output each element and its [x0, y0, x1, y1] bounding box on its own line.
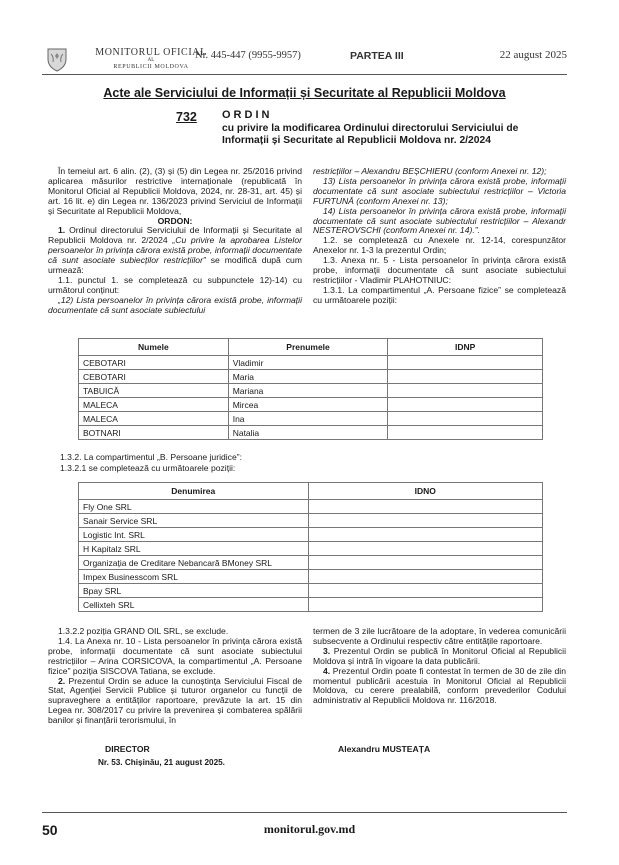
- table-cell: Mariana: [228, 384, 388, 398]
- issue-date: 22 august 2025: [499, 49, 567, 61]
- table-row: [79, 412, 543, 426]
- table-cell: [388, 384, 543, 398]
- paragraph: „12) Lista persoanelor în privința cărora există probe, informații documentate că sunt asociate subiectului: [48, 294, 302, 315]
- column-header: Denumirea: [79, 483, 309, 500]
- table-row: [79, 426, 543, 440]
- table-row: [79, 528, 543, 542]
- footer-divider: [42, 812, 567, 813]
- footer-site: monitorul.gov.md: [263, 822, 356, 836]
- paragraph: 1.4. La Anexa nr. 10 - Lista persoanelor în privința cărora există probe, informații documentate că sunt asociate subiectului restricțiilor – Arina CORSICOVA, la compartimentul „A. Persoane fizice” poziția SISCOVA Tatiana, se exclude.: [48, 635, 302, 676]
- table-cell: Maria: [228, 370, 388, 384]
- item-number: 1.: [58, 225, 66, 236]
- column-header: Prenumele: [228, 339, 388, 356]
- text-span: Prezentul Ordin se aduce la cunoștința Serviciului Fiscal de Stat, Agenției Servicii Publice și tuturor organelor cu funcții de supraveghere a entităților raportoare, prevăzute la art. 15 din Legea nr. 308/2017 cu privire la prevenirea și combaterea spălării banilor și finanțării terorismului, în: [48, 675, 302, 726]
- paragraph: 1.3.2.2 poziția GRAND OIL SRL, se exclude.: [58, 626, 229, 636]
- column-header: IDNP: [388, 339, 543, 356]
- item-number: 3.: [323, 645, 331, 656]
- table-row: [79, 542, 543, 556]
- signature-role: DIRECTOR: [105, 744, 150, 754]
- act-title: cu privire la modificarea Ordinului directorului Serviciului de Informații și Securitate al Republicii Moldova nr. 2/2024: [222, 123, 519, 146]
- table-cell: Bpay SRL: [79, 584, 309, 598]
- ordon-heading: ORDON:: [157, 215, 193, 226]
- table-cell: [388, 370, 543, 384]
- table-row: [79, 370, 543, 384]
- table-cell: Natalia: [228, 426, 388, 440]
- body-column-bottom-left: [48, 627, 302, 726]
- table-cell: CEBOTARI: [79, 370, 229, 384]
- table-cell: MALECA: [79, 412, 229, 426]
- paragraph: 1.3.1. La compartimentul „A. Persoane fizice” se completează cu următoarele poziții:: [313, 284, 566, 305]
- table-cell: Organizația de Creditare Nebancară BMoney SRL: [79, 556, 309, 570]
- paragraph: restricțiilor – Alexandru BEȘCHIERU (conform Anexei nr. 12);: [313, 166, 547, 176]
- table-cell: [388, 398, 543, 412]
- paragraph: [48, 226, 302, 276]
- text-span: Prezentul Ordin poate fi contestat în termen de 30 de zile din momentul publicării acestuia în Monitorul Oficial al Republicii Moldova, cu cerere prealabilă, conform prevederilor Codului administrativ al Republicii Moldova nr. 116/2018.: [313, 665, 566, 706]
- table-cell: TABUICĂ: [79, 384, 229, 398]
- table-row: [79, 356, 543, 370]
- masthead-al: AL: [147, 58, 155, 63]
- table-row: [79, 556, 543, 570]
- paragraph: [48, 677, 302, 727]
- text-span: Ordinul directorului Serviciului de Informații și Securitate al Republicii Moldova nr. 2/2024: [48, 225, 302, 246]
- table-cell: [308, 584, 542, 598]
- paragraph: [313, 667, 566, 707]
- table-cell: CEBOTARI: [79, 356, 229, 370]
- table-row: [79, 598, 543, 612]
- table-cell: [308, 528, 542, 542]
- table-cell: [308, 598, 542, 612]
- page-header: [42, 44, 567, 82]
- table-cell: Mircea: [228, 398, 388, 412]
- table-cell: Ina: [228, 412, 388, 426]
- place-date: Nr. 53. Chișinău, 21 august 2025.: [98, 758, 225, 767]
- masthead-subtitle: REPUBLICII MOLDOVA: [113, 64, 189, 70]
- column-header: IDNO: [308, 483, 542, 500]
- part-label: PARTEA III: [350, 50, 404, 62]
- paragraph: În temeiul art. 6 alin. (2), (3) și (5) din Legea nr. 25/2016 privind aplicarea măsurilor restrictive internaționale (republicată în Monitorul Oficial al Republicii Moldova, 2024, nr. 28-31, art. 45) și art. 16 lit. e) din Legea nr. 136/2023 privind Serviciul de Informații și Securitate al Republicii Moldova,: [48, 166, 302, 216]
- subsection-line: 1.3.2. La compartimentul „B. Persoane juridice”:: [60, 452, 242, 462]
- table-cell: [308, 556, 542, 570]
- table-cell: [388, 412, 543, 426]
- table-cell: H Kapitalz SRL: [79, 542, 309, 556]
- paragraph: 1.3. Anexa nr. 5 - Lista persoanelor în privința cărora există probe, informații documentate că sunt asociate subiectului restricțiilor - Vladimir PLAHOTNIUC:: [313, 255, 566, 285]
- table-cell: Fly One SRL: [79, 500, 309, 514]
- text-span: se modifică după cum urmează:: [48, 255, 302, 276]
- table-row: [79, 500, 543, 514]
- table-cell: Logistic Int. SRL: [79, 528, 309, 542]
- table-cell: [388, 356, 543, 370]
- issue-number: Nr. 445-447 (9955-9957): [195, 50, 301, 61]
- item-number: 4.: [323, 665, 331, 676]
- table-header-row: [79, 339, 543, 356]
- section-title: Acte ale Serviciului de Informații și Securitate al Republicii Moldova: [103, 86, 506, 100]
- masthead-title: MONITORUL OFICIAL: [95, 47, 207, 58]
- body-column-left: [48, 167, 302, 316]
- table-cell: Cellixteh SRL: [79, 598, 309, 612]
- paragraph: 1.1. punctul 1. se completează cu subpunctele 12)-14) cu următorul conținut:: [48, 274, 302, 295]
- item-number: 2.: [58, 675, 66, 686]
- italic-span: „Cu privire la aprobarea Listelor persoanelor în privința cărora există probe, informații documentate că sunt asociate subiecților restricțiilor”: [48, 235, 302, 266]
- table-cell: [308, 570, 542, 584]
- column-header: Numele: [79, 339, 229, 356]
- paragraph: 14) Lista persoanelor în privința cărora există probe, informații documentate că sunt asociate subiectului restricțiilor – Alexandr NESTEROVSCHI (conform Anexei nr. 14).”.: [313, 205, 566, 236]
- subsection-line: 1.3.2.1 se completează cu următoarele poziții:: [60, 463, 236, 473]
- table-row: [79, 384, 543, 398]
- paragraph: 1.2. se completează cu Anexele nr. 12-14, corespunzător Anexelor nr. 1-3 la prezentul Ordin;: [313, 235, 566, 256]
- table-cell: BOTNARI: [79, 426, 229, 440]
- table-cell: Impex Businesscom SRL: [79, 570, 309, 584]
- table-cell: MALECA: [79, 398, 229, 412]
- table-header-row: [79, 483, 543, 500]
- paragraph: 13) Lista persoanelor în privința cărora există probe, informații documentate că sunt asociate subiectului restricțiilor – Victoria FURTUNĂ (conform Anexei nr. 13);: [313, 175, 566, 206]
- table-cell: [308, 514, 542, 528]
- body-column-right: [313, 167, 566, 306]
- companies-table: [78, 482, 543, 612]
- table-row: [79, 570, 543, 584]
- paragraph: termen de 3 zile lucrătoare de la adoptare, în vederea comunicării subsecvente a Ordinului respectiv către entitățile raportoare.: [313, 626, 566, 646]
- table-cell: Vladimir: [228, 356, 388, 370]
- table-cell: Sanair Service SRL: [79, 514, 309, 528]
- page-number: 50: [42, 822, 58, 838]
- act-number: 732: [176, 110, 197, 124]
- table-cell: [308, 500, 542, 514]
- header-divider: [42, 74, 567, 75]
- table-cell: [308, 542, 542, 556]
- text-span: Prezentul Ordin se publică în Monitorul Oficial al Republicii Moldova și intră în vigoare la data publicării.: [313, 645, 566, 666]
- coat-of-arms-icon: [46, 46, 68, 72]
- table-row: [79, 514, 543, 528]
- signature-name: Alexandru MUSTEAȚA: [338, 744, 431, 754]
- body-column-bottom-right: [313, 627, 566, 706]
- paragraph: [313, 647, 566, 667]
- persons-table: [78, 338, 543, 440]
- table-row: [79, 398, 543, 412]
- table-cell: [388, 426, 543, 440]
- act-type: ORDIN: [222, 109, 273, 121]
- table-row: [79, 584, 543, 598]
